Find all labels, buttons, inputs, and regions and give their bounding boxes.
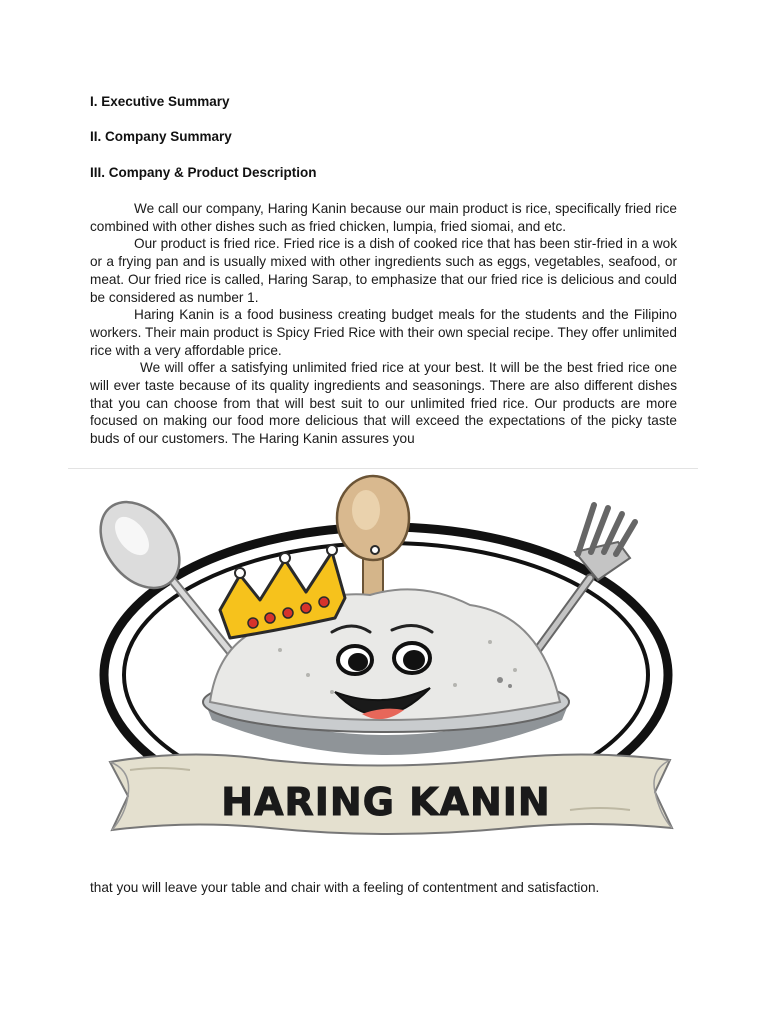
heading-executive-summary: I. Executive Summary <box>90 94 230 109</box>
banner-ribbon <box>110 754 672 834</box>
banner-text: HARING KANIN <box>221 780 551 824</box>
image-top-border <box>68 468 698 469</box>
description-body <box>90 200 677 448</box>
heading-company-product-description: III. Company & Product Description <box>90 165 317 180</box>
paragraph-company-name: We call our company, Haring Kanin because our main product is rice, specifically fried rice combined with other dishes such as fried chicken, lumpia, fried siomai, and etc. <box>90 201 677 234</box>
paragraph-offer: We will offer a satisfying unlimited fried rice at your best. It will be the best fried rice one will ever taste because of its quality ingredients and seasonings. There are also different dishes that you can choose from that will best suit to our unlimited fried rice. Our products are more focused on making our food more delicious that will exceed the expectations of the picky taste buds of our customers. The Haring Kanin assures you <box>90 360 677 447</box>
heading-company-summary: II. Company Summary <box>90 129 232 144</box>
paragraph-product: Our product is fried rice. Fried rice is a dish of cooked rice that has been stir-fried in a wok or a frying pan and is usually mixed with other ingredients such as eggs, vegetables, seafood, or meat. Our fried rice is called, Haring Sarap, to emphasize that our fried rice is delicious and could be considered as number 1. <box>90 236 677 305</box>
haring-kanin-logo <box>70 470 698 880</box>
paragraph-business: Haring Kanin is a food business creating budget meals for the students and the Filipino workers. Their main product is Spicy Fried Rice with their own special recipe. They offer unlimited rice with a very affordable price. <box>90 307 677 358</box>
closing-line: that you will leave your table and chair with a feeling of contentment and satisfaction. <box>90 880 600 895</box>
fork-icon <box>536 505 635 652</box>
